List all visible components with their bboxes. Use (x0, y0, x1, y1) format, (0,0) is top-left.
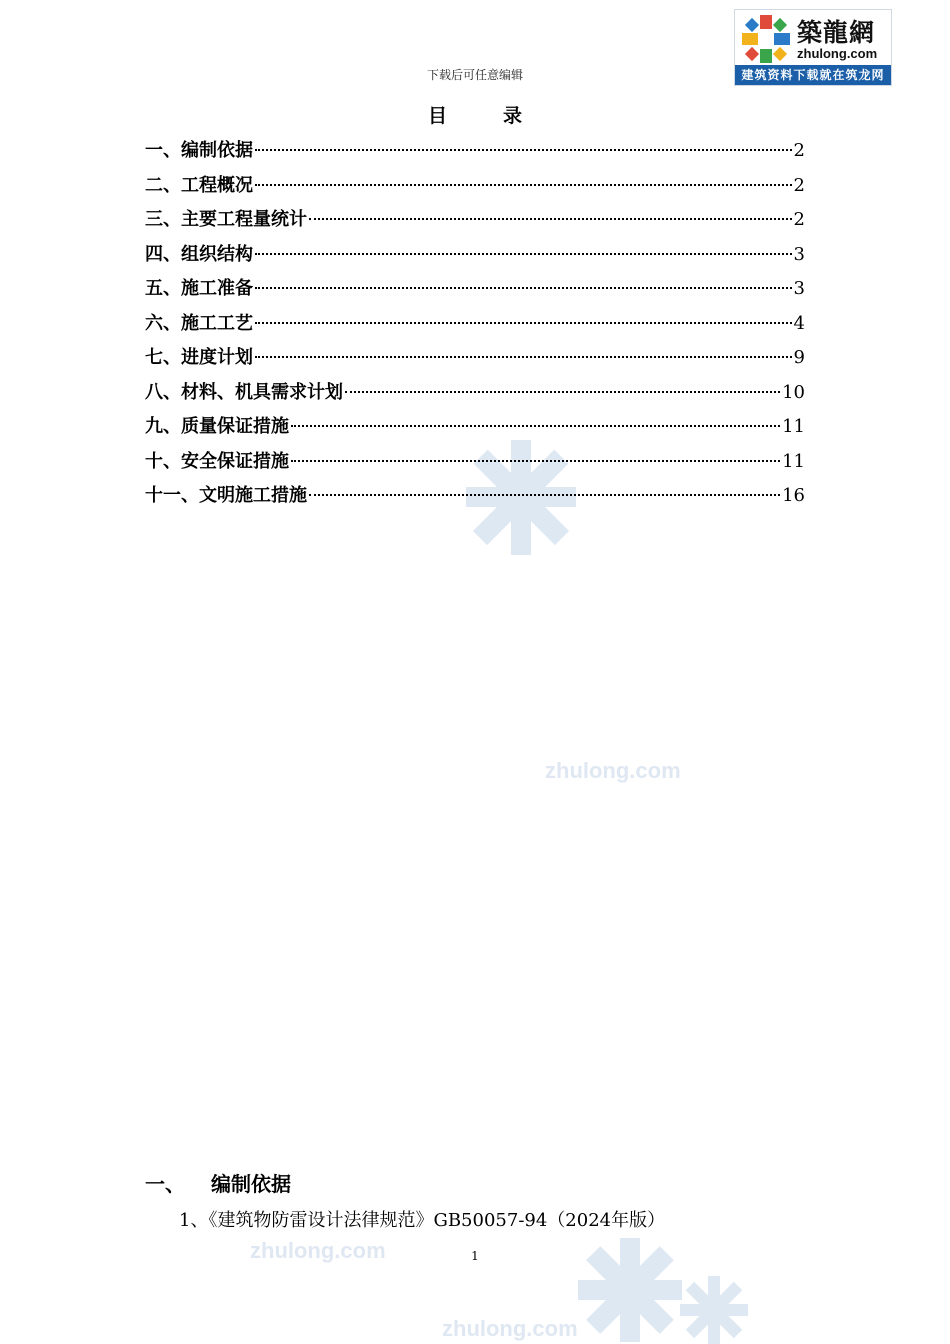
watermark-flower-icon (680, 1276, 748, 1344)
toc-entry-page: 2 (793, 140, 805, 161)
table-of-contents (145, 136, 805, 516)
toc-entry-page: 11 (782, 416, 805, 437)
zhulong-logo (734, 9, 892, 86)
toc-entry[interactable] (145, 309, 805, 344)
toc-entry-label: 九、质量保证措施 (145, 416, 289, 437)
toc-entry[interactable] (145, 171, 805, 206)
logo-domain: zhulong.com (797, 46, 878, 61)
section-number: 一、 (145, 1172, 185, 1196)
logo-slogan: 建筑资料下载就在筑龙网 (735, 65, 891, 85)
toc-entry-label: 八、材料、机具需求计划 (145, 381, 343, 403)
page-number: 1 (471, 1249, 479, 1263)
toc-title (0, 101, 950, 128)
zhulong-logo-icon (738, 13, 794, 67)
toc-entry[interactable] (145, 447, 805, 482)
toc-leader (309, 494, 780, 496)
toc-entry[interactable] (145, 412, 805, 447)
toc-entry-label: 七、进度计划 (145, 347, 253, 368)
toc-leader (291, 460, 780, 462)
toc-entry-label: 三、主要工程量统计 (145, 209, 307, 230)
toc-entry-label: 十、安全保证措施 (145, 450, 289, 472)
toc-entry-page: 3 (793, 278, 805, 299)
toc-leader (255, 184, 792, 186)
toc-leader (291, 425, 780, 427)
toc-entry-page: 4 (793, 312, 805, 334)
toc-leader (255, 322, 792, 324)
watermark-text: zhulong.com (250, 1238, 386, 1263)
header-note: 下载后可任意编辑 (426, 68, 523, 82)
toc-entry-label: 五、施工准备 (145, 278, 253, 299)
toc-leader (345, 391, 780, 393)
toc-entry-label: 一、编制依据 (145, 140, 253, 161)
toc-entry-page: 11 (782, 450, 805, 472)
toc-leader (255, 149, 792, 151)
watermark-text: zhulong.com (442, 1316, 578, 1341)
toc-entry-label: 二、工程概况 (145, 174, 253, 196)
toc-entry[interactable] (145, 205, 805, 240)
toc-entry-page: 2 (793, 174, 805, 196)
toc-entry-page: 3 (793, 243, 805, 265)
toc-entry-label: 四、组织结构 (145, 243, 253, 265)
watermark-text: zhulong.com (545, 758, 681, 783)
toc-title-left: 目 (427, 105, 447, 127)
reference-item: 1、《建筑物防雷设计法律规范》GB50057-94（2024年版） (179, 1210, 666, 1231)
toc-entry-label: 十一、文明施工措施 (145, 485, 307, 506)
toc-entry[interactable] (145, 481, 805, 516)
toc-entry[interactable] (145, 240, 805, 275)
toc-leader (255, 287, 792, 289)
toc-entry-label: 六、施工工艺 (145, 312, 253, 334)
toc-entry-page: 10 (782, 381, 805, 403)
toc-entry[interactable] (145, 136, 805, 171)
toc-leader (309, 218, 792, 220)
toc-entry-page: 9 (793, 347, 805, 368)
toc-entry-page: 16 (782, 485, 805, 506)
toc-entry-page: 2 (793, 209, 805, 230)
toc-title-right: 录 (503, 105, 523, 127)
section-title: 编制依据 (211, 1172, 291, 1196)
logo-name: 築龍網 (797, 18, 876, 47)
toc-entry[interactable] (145, 274, 805, 309)
toc-entry[interactable] (145, 378, 805, 413)
toc-leader (255, 356, 792, 358)
section-heading (145, 1168, 291, 1197)
toc-entry[interactable] (145, 343, 805, 378)
toc-leader (255, 253, 792, 255)
